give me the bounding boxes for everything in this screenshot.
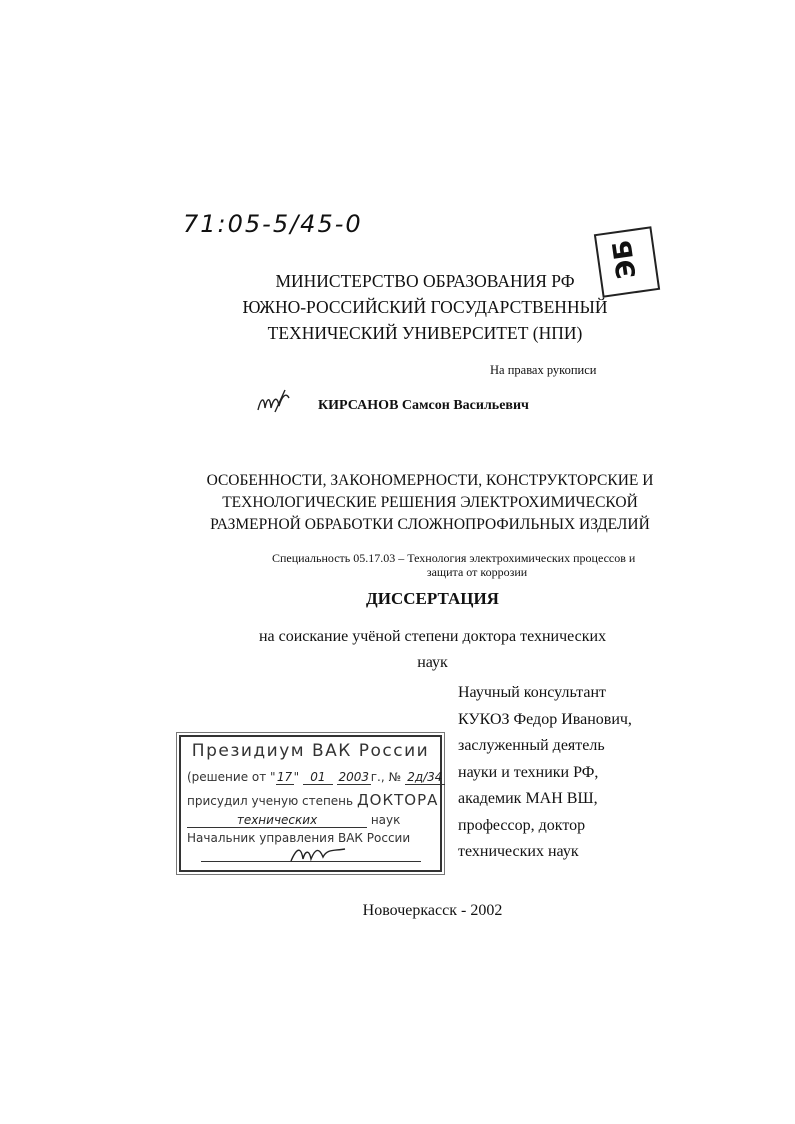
library-stamp-text: ЭБ [607,237,643,281]
vak-degree-line [187,791,438,809]
science-field: технических [187,813,367,828]
decision-month: 01 [303,770,333,785]
head-title: Начальник управления ВАК России [187,831,411,845]
degree-statement [200,624,665,676]
vak-field-line [187,813,400,828]
title-line: ОСОБЕННОСТИ, ЗАКОНОМЕРНОСТИ, КОНСТРУКТОРСКИЕ И [206,472,654,489]
dissertation-title [180,470,680,536]
manuscript-rights: На правах рукописи [490,363,597,377]
decision-number: 2д/34 [405,770,445,785]
degree-line: на соискание учёной степени доктора технических [258,628,607,645]
consultant-line: академик МАН ВШ, [458,790,598,807]
author-signature [255,388,295,418]
archive-number: 71:05-5/45-0 [183,210,363,238]
city-year: Новочеркасск - 2002 [362,902,503,919]
consultant-line: профессор, доктор [458,816,586,834]
ministry-header [190,268,660,346]
title-line: РАЗМЕРНОЙ ОБРАБОТКИ СЛОЖНОПРОФИЛЬНЫХ ИЗДЕЛИЙ [210,516,650,533]
vak-stamp [179,735,442,872]
author-name: КИРСАНОВ Самсон Васильевич [318,398,529,413]
speciality-line: защита от коррозии [426,565,528,579]
degree-line: наук [417,654,448,671]
speciality [272,551,642,579]
university-line: ТЕХНИЧЕСКИЙ УНИВЕРСИТЕТ (НПИ) [267,323,583,343]
university-line: ЮЖНО-РОССИЙСКИЙ ГОСУДАРСТВЕННЫЙ [242,297,608,317]
decision-year: 2003 [338,770,370,784]
degree-word: ДОКТОРА [356,791,439,809]
document-type: ДИССЕРТАЦИЯ [366,589,499,608]
speciality-line: Специальность 05.17.03 – Технология электрохимических процессов и [272,551,636,565]
consultant-line: технических наук [458,843,579,860]
awarded-text: присудил ученую степень [187,794,354,808]
scientific-consultant [458,680,632,866]
decision-day: 17 [276,770,293,784]
consultant-line: заслуженный деятель [458,737,605,754]
consultant-line: КУКОЗ Федор Иванович, [458,710,632,728]
decision-prefix: (решение от " [187,770,276,784]
vak-stamp-title: Президиум ВАК России [191,741,430,761]
decision-year-suffix: г., № [370,770,401,784]
vak-decision-line [187,770,445,785]
field-suffix: наук [370,813,401,827]
official-signature [289,843,349,867]
title-line: ТЕХНОЛОГИЧЕСКИЕ РЕШЕНИЯ ЭЛЕКТРОХИМИЧЕСКОЙ [222,494,638,511]
consultant-line: науки и техники РФ, [458,763,599,781]
ministry-line: МИНИСТЕРСТВО ОБРАЗОВАНИЯ РФ [275,271,575,291]
consultant-line: Научный консультант [458,684,606,701]
decision-quote: " [293,770,300,784]
